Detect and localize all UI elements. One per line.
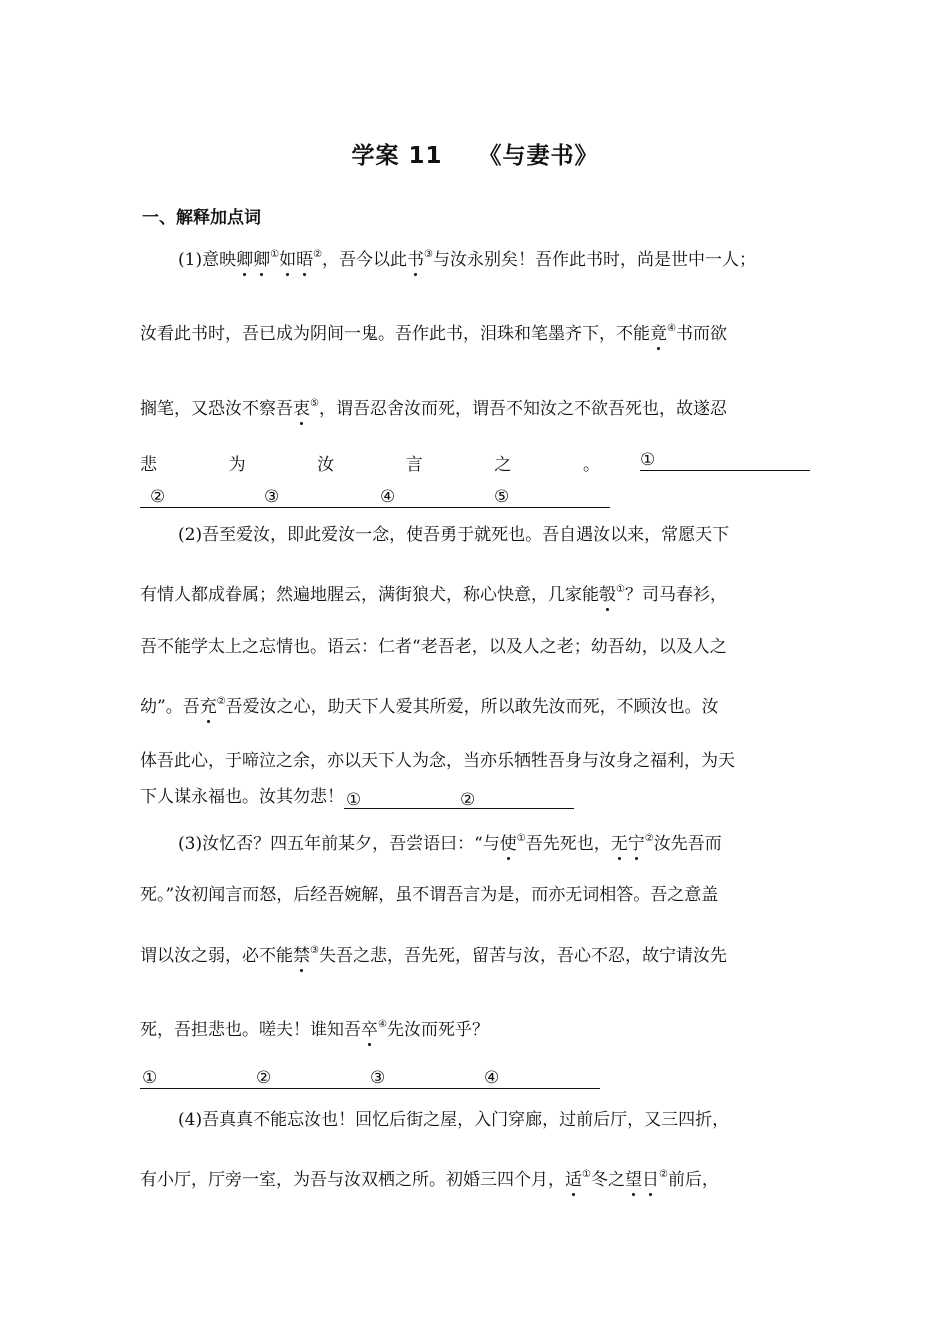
dotted-char: 禁 bbox=[293, 946, 310, 966]
dotted-char: 衷 bbox=[293, 399, 310, 419]
dotted-char: 卿 bbox=[253, 250, 271, 270]
dotted-char: 书 bbox=[407, 250, 425, 270]
title-text: 《与妻书》 bbox=[478, 143, 599, 169]
p1-line-3: 搁笔，又恐汝不察吾衷⑤，谓吾忍舍汝而死，谓吾不知汝之不欲吾死也，故遂忍 bbox=[140, 398, 727, 419]
p2-line-4: 幼”。吾充②吾爱汝之心，助天下人爱其所爱，所以敢先汝而死，不顾汝也。汝 bbox=[140, 696, 719, 717]
answer-blanks-p2[interactable]: ① ② bbox=[344, 788, 574, 809]
p1-line-1: (1)意映卿卿①如晤②，吾今以此书③与汝永别矣！吾作此书时，尚是世中一人； bbox=[178, 249, 756, 270]
section-heading: 一、解释加点词 bbox=[142, 208, 261, 228]
dotted-char: 无 bbox=[610, 834, 628, 854]
dotted-char: 望 bbox=[624, 1170, 642, 1190]
p2-line-3: 吾不能学太上之忘情也。语云：仁者“老吾老，以及人之老；幼吾幼，以及人之 bbox=[140, 637, 727, 657]
p3-line-4: 死，吾担悲也。嗟夫！谁知吾卒④先汝而死乎？ bbox=[140, 1019, 489, 1040]
p2-line-2: 有情人都成眷属；然遍地腥云，满街狼犬，称心快意，几家能彀①？司马春衫， bbox=[140, 584, 727, 605]
dotted-char: 适 bbox=[565, 1170, 582, 1190]
dotted-char: 竟 bbox=[650, 324, 667, 344]
dotted-char: 卒 bbox=[361, 1020, 378, 1040]
dotted-char: 宁 bbox=[627, 834, 645, 854]
answer-blanks-p3[interactable]: ① ② ③ ④ bbox=[140, 1068, 600, 1089]
p3-line-1: (3)汝忆否？四五年前某夕，吾尝语曰：“与使①吾先死也，无宁②汝先吾而 bbox=[178, 833, 722, 854]
dotted-char: 如 bbox=[279, 250, 297, 270]
p1-line-2: 汝看此书时，吾已成为阴间一鬼。吾作此书，泪珠和笔墨齐下，不能竟④书而欲 bbox=[140, 323, 727, 344]
p2-line-5: 体吾此心，于啼泣之余，亦以天下人为念，当亦乐牺牲吾身与汝身之福利，为天 bbox=[140, 751, 735, 771]
p1-line-4: 悲 为 汝 言 之 。 bbox=[140, 455, 600, 475]
dotted-char: 充 bbox=[199, 697, 217, 717]
dotted-char: 卿 bbox=[236, 250, 254, 270]
page-title bbox=[0, 137, 950, 170]
p2-line-1: (2)吾至爱汝，即此爱汝一念，使吾勇于就死也。吾自遇汝以来，常愿天下 bbox=[178, 525, 730, 545]
p3-line-3: 谓以汝之弱，必不能禁③失吾之悲，吾先死，留苦与汝，吾心不忍，故宁请汝先 bbox=[140, 945, 727, 966]
dotted-char: 彀 bbox=[599, 585, 616, 605]
p2-line-6: 下人谋永福也。汝其勿悲！ ① ② bbox=[140, 785, 574, 809]
p3-line-2: 死。”汝初闻言而怒，后经吾婉解，虽不谓吾言为是，而亦无词相答。吾之意盖 bbox=[140, 885, 719, 905]
title-lesson: 学案 11 bbox=[351, 143, 443, 169]
dotted-char: 晤 bbox=[296, 250, 314, 270]
answer-blank-1[interactable]: ① bbox=[640, 450, 810, 471]
dotted-char: 使 bbox=[499, 834, 517, 854]
p4-line-2: 有小厅，厅旁一室，为吾与汝双栖之所。初婚三四个月，适①冬之望日②前后， bbox=[140, 1169, 719, 1190]
answer-blanks-p1[interactable]: ② ③ ④ ⑤ bbox=[140, 487, 610, 508]
dotted-char: 日 bbox=[641, 1170, 659, 1190]
p4-line-1: (4)吾真真不能忘汝也！回忆后街之屋，入门穿廊，过前后厅，又三四折， bbox=[178, 1110, 730, 1130]
